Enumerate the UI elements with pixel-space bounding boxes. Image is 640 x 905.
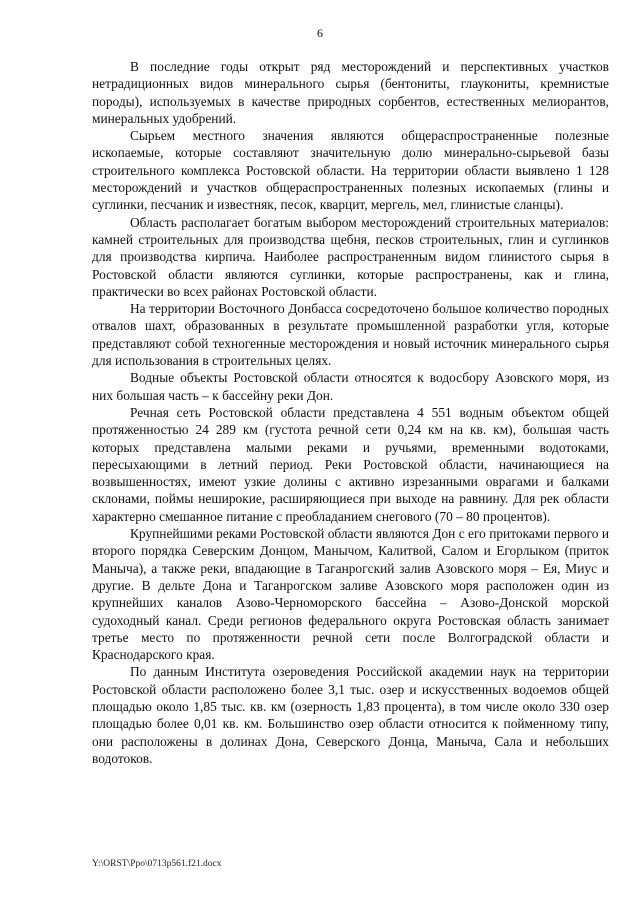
- paragraph-water-bodies: Водные объекты Ростовской области относятся к водосбору Азовского моря, из них большая часть – к бассейну реки Дон.: [92, 370, 609, 403]
- paragraph-lakes: По данным Института озероведения Российской академии наук на территории Ростовской области расположено более 3,1 тыс. озер и искусственных водоемов общей площадью около 1,85 тыс. кв. км (озерность 1,83 процента), в том числе около 330 озер площадью более 0,01 кв. км. Большинство озер области относится к пойменному типу, они расположены в долинах Дона, Северского Донца, Маныча, Сала и небольших водотоков.: [92, 664, 609, 766]
- paragraph-river-network: Речная сеть Ростовской области представлена 4 551 водным объектом общей протяженностью 24 289 км (густота речной сети 0,24 км на кв. км), большая часть которых представлена малыми реками и ручьями, временными водотоками, пересыхающими в летний период. Реки Ростовской области, начинающиеся на возвышенностях, имеют узкие долины с активно изрезанными оврагами и балками склонами, поймы неширокие, расширяющиеся при выходе на равнину. Для рек области характерно смешанное питание с преобладанием снегового (70 – 80 процентов).: [92, 404, 609, 524]
- paragraph-donbass-dumps: На территории Восточного Донбасса сосредоточено большое количество породных отвалов шахт, образованных в результате промышленной разработки угля, которые представляют собой техногенные месторождения и новый источник минерального сырья для использования в строительных целях.: [92, 301, 609, 369]
- paragraph-local-resources: Сырьем местного значения являются общераспространенные полезные ископаемые, которые составляют значительную долю минерально-сырьевой базы строительного комплекса Ростовской области. На территории области выявлено 1 128 месторождений и участков общераспространенных полезных ископаемых (глины и суглинки, песчаник и известняк, песок, кварцит, мергель, мел, глинистые сланцы).: [92, 128, 609, 213]
- paragraph-building-materials: Область располагает богатым выбором месторождений строительных материалов: камней строительных для производства щебня, песков строительных, глин и суглинков для производства кирпича. Наиболее распространенным видом глинистого сырья в Ростовской области являются суглинки, которые распространены, как и глина, практически во всех районах Ростовской области.: [92, 214, 609, 299]
- paragraph-largest-rivers: Крупнейшими реками Ростовской области являются Дон с его притоками первого и второго порядка Северским Донцом, Манычом, Калитвой, Салом и Егорлыком (приток Маныча), а также реки, впадающие в Таганрогский залив Азовского моря – Ея, Миус и другие. В дельте Дона и Таганрогском заливе Азовского моря расположен один из крупнейших каналов Азово-Черноморского бассейна – Азово-Донской морской судоходный канал. Среди регионов федерального округа Ростовская область занимает третье место по протяженности речной сети после Волгоградской области и Краснодарского края.: [92, 526, 609, 663]
- page-number: 6: [317, 26, 323, 40]
- footer-file-path: Y:\ORST\Ppo\0713p561.f21.docx: [92, 859, 222, 869]
- document-body: [92, 58, 609, 767]
- paragraph-nontraditional-minerals: В последние годы открыт ряд месторождений и перспективных участков нетрадиционных видов минерального сырья (бентониты, глаукониты, кремнистые породы), используемых в качестве природных сорбентов, естественных мелиорантов, минеральных удобрений.: [92, 59, 609, 126]
